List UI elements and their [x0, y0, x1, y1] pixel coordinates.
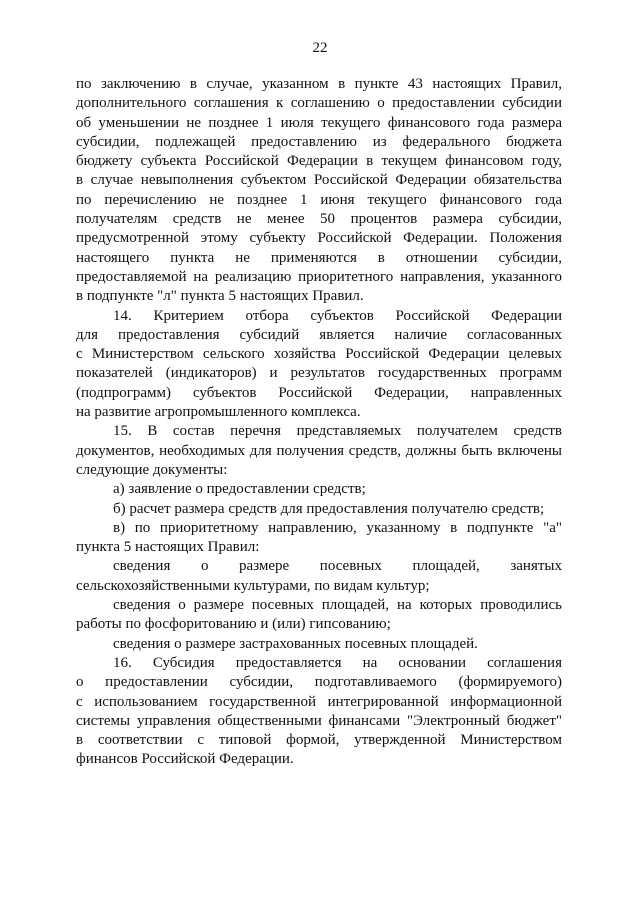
- text-line: 14. Критерием отбора субъектов Российской Федерации: [113, 307, 562, 324]
- paragraph-item-15-b: [76, 500, 562, 519]
- text-line: 15. В состав перечня представляемых получателем средств: [113, 423, 562, 440]
- paragraph-item-15-v: [76, 519, 562, 558]
- text-line: с использованием государственной интегрированной информационной: [76, 693, 562, 710]
- text-line: 16. Субсидия предоставляется на основании соглашения: [113, 654, 562, 671]
- text-line: субсидии, подлежащей предоставлению из федерального бюджета: [76, 133, 562, 150]
- text-line: настоящего пункта не применяются в отношении субсидии,: [76, 249, 562, 266]
- text-line: с Министерством сельского хозяйства Российской Федерации целевых: [76, 346, 562, 363]
- text-line: предоставляемой на реализацию приоритетного направления, указанного: [76, 268, 562, 285]
- text-line: о предоставлении субсидии, подготавливаемого (формируемого): [76, 674, 562, 691]
- text-line: для предоставления субсидий является наличие согласованных: [76, 326, 562, 343]
- paragraph-item-15: [76, 422, 562, 480]
- text-line: документов, необходимых для получения средств, должны быть включены: [76, 442, 562, 459]
- text-line: по заключению в случае, указанном в пункте 43 настоящих Правил,: [76, 76, 562, 92]
- text-line: на развитие агропромышленного комплекса.: [76, 404, 361, 421]
- text-line: б) расчет размера средств для предоставления получателю средств;: [113, 500, 545, 517]
- text-line: сведения о размере застрахованных посевных площадей.: [113, 635, 478, 652]
- paragraph-item-15-v-3: [76, 635, 562, 654]
- text-line: получателям средств не менее 50 процентов размера субсидии,: [76, 211, 562, 228]
- text-line: бюджету субъекта Российской Федерации в текущем финансовом году,: [76, 153, 562, 170]
- text-line: пункта 5 настоящих Правил:: [76, 539, 260, 556]
- text-line: в случае невыполнения субъектом Российской Федерации обязательства: [76, 172, 562, 189]
- paragraph-continuation: [76, 75, 562, 307]
- text-line: дополнительного соглашения к соглашению о предоставлении субсидии: [76, 95, 562, 112]
- text-line: об уменьшении не позднее 1 июля текущего финансового года размера: [76, 114, 562, 131]
- text-line: в соответствии с типовой формой, утвержденной Министерством: [76, 732, 562, 749]
- text-line: сведения о размере посевных площадей, занятых: [113, 558, 562, 575]
- text-line: а) заявление о предоставлении средств;: [113, 481, 366, 498]
- text-line: сведения о размере посевных площадей, на которых проводились: [113, 597, 562, 614]
- text-line: финансов Российской Федерации.: [76, 751, 294, 768]
- paragraph-item-15-v-1: [76, 557, 562, 596]
- text-line: предусмотренной этому субъекту Российской Федерации. Положения: [76, 230, 562, 247]
- text-line: показателей (индикаторов) и результатов государственных программ: [76, 365, 562, 382]
- paragraph-item-15-v-2: [76, 596, 562, 635]
- text-line: в подпункте "л" пункта 5 настоящих Правил.: [76, 288, 364, 305]
- paragraph-item-14: [76, 307, 562, 423]
- text-line: следующие документы:: [76, 461, 228, 478]
- page-number: 22: [312, 40, 328, 56]
- text-line: по перечислению не позднее 1 июня текущего финансового года: [76, 191, 562, 208]
- paragraph-item-15-a: [76, 480, 562, 499]
- text-line: в) по приоритетному направлению, указанному в подпункте "а": [113, 519, 562, 536]
- document-body: [76, 75, 562, 770]
- paragraph-item-16: [76, 654, 562, 770]
- text-line: системы управления общественными финансами "Электронный бюджет": [76, 712, 562, 729]
- text-line: работы по фосфоритованию и (или) гипсованию;: [76, 616, 391, 633]
- text-line: (подпрограмм) субъектов Российской Федерации, направленных: [76, 384, 562, 401]
- text-line: сельскохозяйственными культурами, по видам культур;: [76, 577, 430, 594]
